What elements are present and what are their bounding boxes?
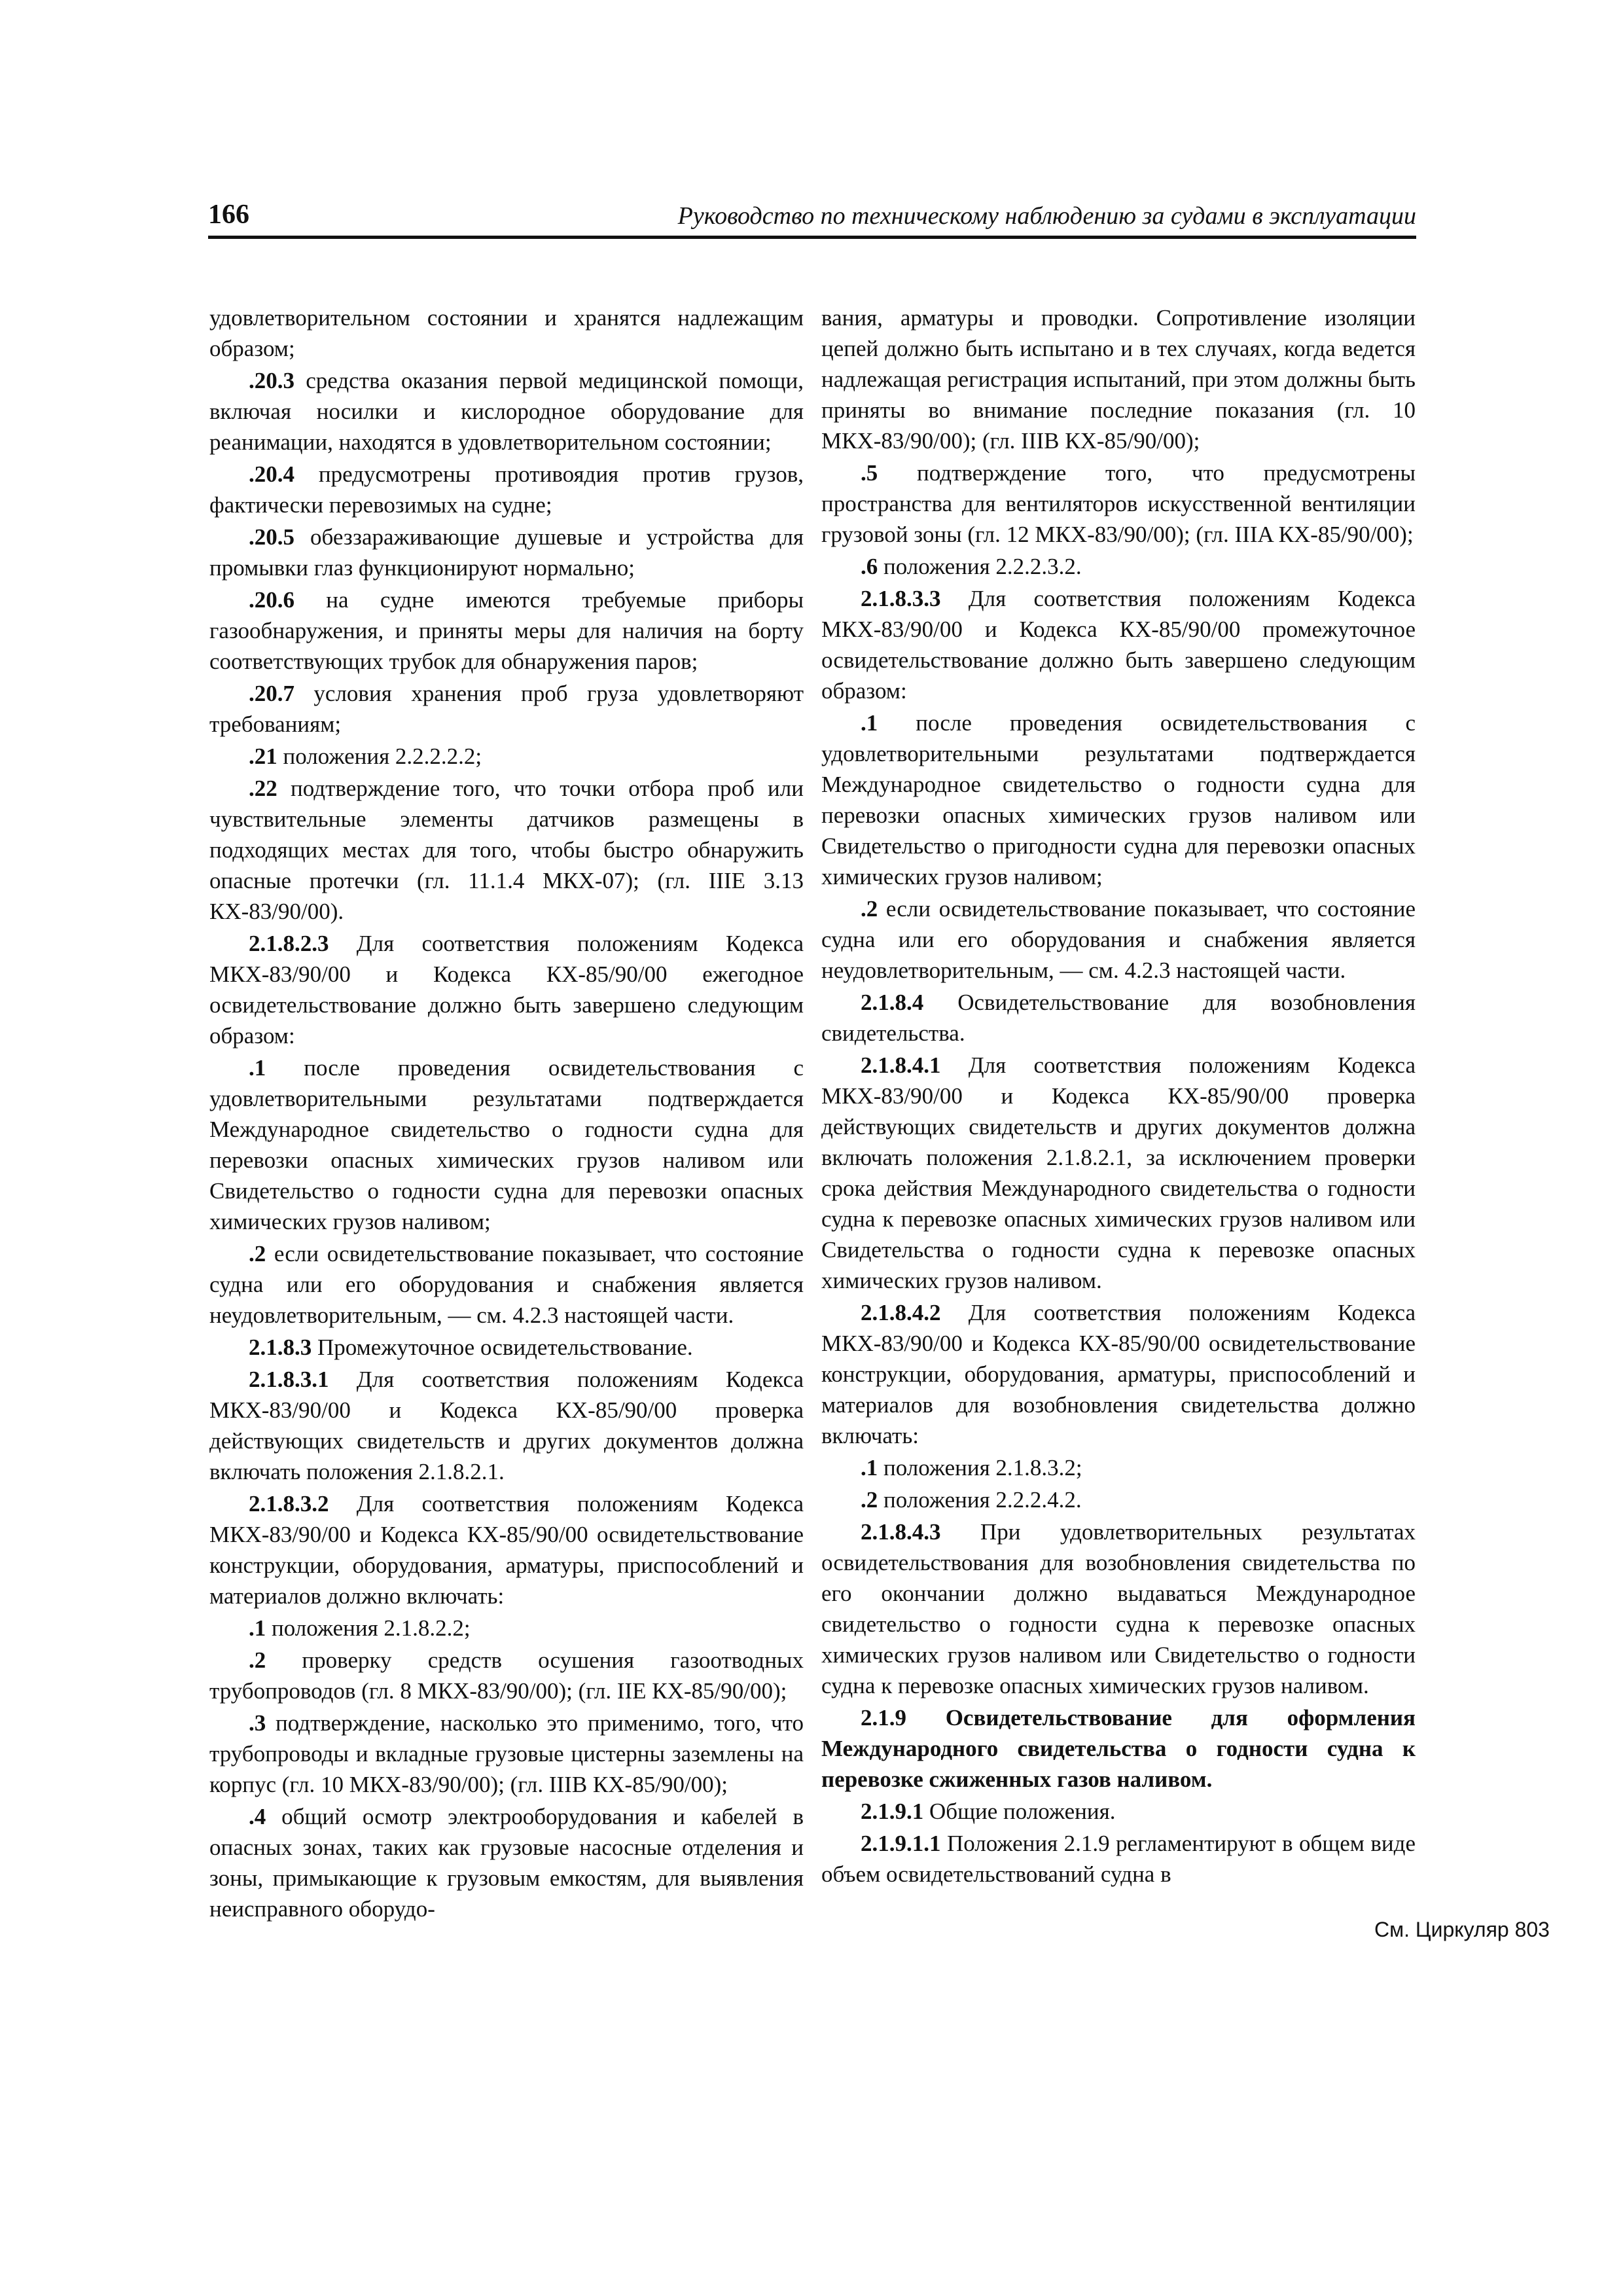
paragraph-text: Для соответствия положениям Кодекса МКХ-83/90/00 и Кодекса КХ-85/90/00 проверка действующих свидетельств и других документов должна включать положения 2.1.8.2.1. [209,1367,804,1484]
paragraph [209,584,804,677]
clause-number: 2.1.8.2.3 [249,931,329,956]
paragraph-text: Для соответствия положениям Кодекса МКХ-83/90/00 и Кодекса КХ-85/90/00 ежегодное освидетельствование должно быть завершено следующим образом: [209,931,804,1049]
paragraph-text: условия хранения проб груза удовлетворяют требованиям; [209,681,804,737]
clause-number: .2 [249,1647,266,1673]
paragraph-text: после проведения освидетельствования с удовлетворительными результатами подтверждается Международное свидетельство о годности судна для перевозки опасных химических грузов наливом или Свидетельство о пригодности судна для перевозки опасных химических грузов наливом; [821,710,1416,889]
clause-number: .5 [861,460,878,486]
paragraph [821,1050,1416,1296]
paragraph [209,741,804,772]
paragraph [821,1796,1416,1827]
paragraph [209,1052,804,1237]
paragraph-text: вания, арматуры и проводки. Сопротивление изоляции цепей должно быть испытано и в тех случаях, когда ведется надлежащая регистрация испытаний, при этом должны быть приняты во внимание последние показания (гл. 10 МКХ-83/90/00); (гл. IIIB КХ-85/90/00); [821,305,1416,454]
paragraph-text: проверку средств осушения газоотводных трубопроводов (гл. 8 МКХ-83/90/00); (гл. IIE КХ-85/90/00); [209,1647,804,1704]
clause-number: 2.1.8.4.2 [861,1300,941,1325]
clause-number: .22 [249,776,277,801]
paragraph-text: Промежуточное освидетельствование. [312,1335,693,1360]
clause-number: .2 [861,896,878,922]
paragraph-text: на судне имеются требуемые приборы газообнаружения, и приняты меры для наличия на борту соответствующих трубок для обнаружения паров; [209,587,804,674]
clause-number: .2 [249,1241,266,1266]
right-column [821,302,1416,1891]
paragraph [209,1364,804,1487]
paragraph [209,302,804,364]
clause-number: .2 [861,1487,878,1513]
paragraph [821,1828,1416,1890]
paragraph [209,773,804,927]
paragraph-text: если освидетельствование показывает, что состояние судна или его оборудования и снабжения является неудовлетворительным, — см. 4.2.3 настоящей части. [209,1241,804,1328]
paragraph [821,1484,1416,1515]
paragraph-text: положения 2.1.8.2.2; [266,1615,471,1641]
paragraph [821,893,1416,986]
clause-number: .20.3 [249,368,294,393]
clause-number: .6 [861,554,878,579]
clause-number: .3 [249,1710,266,1736]
paragraph-text: общий осмотр электрооборудования и кабелей в опасных зонах, таких как грузовые насосные отделения и зоны, примыкающие к грузовым емкостям, для выявления неисправного оборудо- [209,1804,804,1922]
clause-number: .20.4 [249,461,294,487]
paragraph [209,1801,804,1924]
margin-note: См. Циркуляр 803 [1374,1918,1550,1941]
paragraph-text: подтверждение того, что точки отбора проб или чувствительные элементы датчиков размещены в подходящих местах для того, чтобы быстро обнаружить опасные протечки (гл. 11.1.4 МКХ-07); (гл. IIIE 3.13 КХ-83/90/00). [209,776,804,924]
paragraph [209,365,804,457]
clause-number: 2.1.9.1.1 [861,1831,941,1856]
paragraph-text: после проведения освидетельствования с удовлетворительными результатами подтверждается Международное свидетельство о годности судна для перевозки опасных химических грузов наливом или Свидетельство о годности судна для перевозки опасных химических грузов наливом; [209,1055,804,1234]
paragraph [209,1238,804,1331]
paragraph [209,522,804,583]
paragraph [209,1613,804,1643]
clause-number: .1 [861,710,878,736]
paragraph-text: Для соответствия положениям Кодекса МКХ-83/90/00 и Кодекса КХ-85/90/00 освидетельствование конструкции, оборудования, арматуры, приспособлений и материалов должно включать: [209,1491,804,1609]
paragraph-text: средства оказания первой медицинской помощи, включая носилки и кислородное оборудование для реанимации, находятся в удовлетворительном состоянии; [209,368,804,455]
paragraph [821,583,1416,706]
paragraph-text: Для соответствия положениям Кодекса МКХ-83/90/00 и Кодекса КХ-85/90/00 проверка действующих свидетельств и других документов должна включать положения 2.1.8.2.1, за исключением проверки срока действия Международного свидетельства о годности судна к перевозке опасных химических грузов наливом или Свидетельства о годности судна к перевозке опасных химических грузов наливом. [821,1052,1416,1293]
paragraph [821,987,1416,1049]
paragraph [209,678,804,740]
clause-number: 2.1.8.4 [861,990,924,1015]
paragraph-text: положения 2.2.2.4.2. [878,1487,1082,1513]
paragraph [209,928,804,1051]
clause-number: .1 [861,1455,878,1480]
paragraph-text: Для соответствия положениям Кодекса МКХ-83/90/00 и Кодекса КХ-85/90/00 освидетельствование конструкции, оборудования, арматуры, приспособлений и материалов для возобновления свидетельства должно включать: [821,1300,1416,1448]
paragraph [209,1708,804,1800]
clause-number: 2.1.8.3.3 [861,586,941,611]
running-title: Руководство по техническому наблюдению за судами в эксплуатации [677,202,1416,230]
paragraph-text: предусмотрены противоядия против грузов, фактически перевозимых на судне; [209,461,804,518]
paragraph-text: При удовлетворительных результатах освидетельствования для возобновления свидетельства по его окончании должно выдаваться Международное свидетельство о годности судна к перевозке опасных химических грузов наливом или Свидетельство о годности судна к перевозке опасных химических грузов наливом. [821,1519,1416,1698]
clause-number: 2.1.8.3.1 [249,1367,329,1392]
clause-number: 2.1.8.3 [249,1335,312,1360]
paragraph [821,1516,1416,1701]
clause-number: .20.5 [249,524,294,550]
paragraph-text: положения 2.2.2.2.2; [277,744,482,769]
paragraph-text: Положения 2.1.9 регламентируют в общем виде объем освидетельствований судна в [821,1831,1416,1887]
paragraph-text: Для соответствия положениям Кодекса МКХ-83/90/00 и Кодекса КХ-85/90/00 промежуточное освидетельствование должно быть завершено следующим образом: [821,586,1416,704]
page-header [208,196,1416,239]
paragraph-text: обеззараживающие душевые и устройства для промывки глаз функционируют нормально; [209,524,804,581]
clause-number: 2.1.8.3.2 [249,1491,329,1516]
paragraph-text: положения 2.1.8.3.2; [878,1455,1082,1480]
paragraph-text: подтверждение, насколько это применимо, того, что трубопроводы и вкладные грузовые цистерны заземлены на корпус (гл. 10 МКХ-83/90/00); (гл. IIIB КХ-85/90/00); [209,1710,804,1797]
paragraph-text: положения 2.2.2.3.2. [878,554,1082,579]
paragraph [209,1488,804,1611]
clause-number: 2.1.8.4.3 [861,1519,941,1545]
paragraph-text: Освидетельствование для оформления Международного свидетельства о годности судна к перевозке сжиженных газов наливом. [821,1705,1416,1792]
clause-number: 2.1.9.1 [861,1799,924,1824]
clause-number: .1 [249,1615,266,1641]
paragraph [209,1332,804,1363]
clause-number: .4 [249,1804,266,1829]
clause-number: .21 [249,744,277,769]
paragraph [821,1702,1416,1795]
left-column [209,302,804,1926]
paragraph [209,459,804,520]
paragraph-text: удовлетворительном состоянии и хранятся надлежащим образом; [209,305,804,361]
page-number: 166 [208,200,249,230]
clause-number: .20.6 [249,587,294,613]
paragraph [821,457,1416,550]
paragraph-text: если освидетельствование показывает, что состояние судна или его оборудования и снабжения является неудовлетворительным, — см. 4.2.3 настоящей части. [821,896,1416,983]
paragraph [821,1452,1416,1483]
clause-number: .20.7 [249,681,294,706]
paragraph [821,302,1416,456]
paragraph [821,708,1416,892]
paragraph [821,551,1416,582]
paragraph-text: Общие положения. [923,1799,1116,1824]
clause-number: 2.1.9 [861,1705,906,1731]
paragraph [209,1645,804,1706]
clause-number: .1 [249,1055,266,1081]
paragraph-text: Освидетельствование для возобновления свидетельства. [821,990,1416,1046]
paragraph-text: подтверждение того, что предусмотрены пространства для вентиляторов искусственной вентиляции грузовой зоны (гл. 12 МКХ-83/90/00); (гл. IIIA КХ-85/90/00); [821,460,1416,547]
paragraph [821,1297,1416,1451]
clause-number: 2.1.8.4.1 [861,1052,941,1078]
